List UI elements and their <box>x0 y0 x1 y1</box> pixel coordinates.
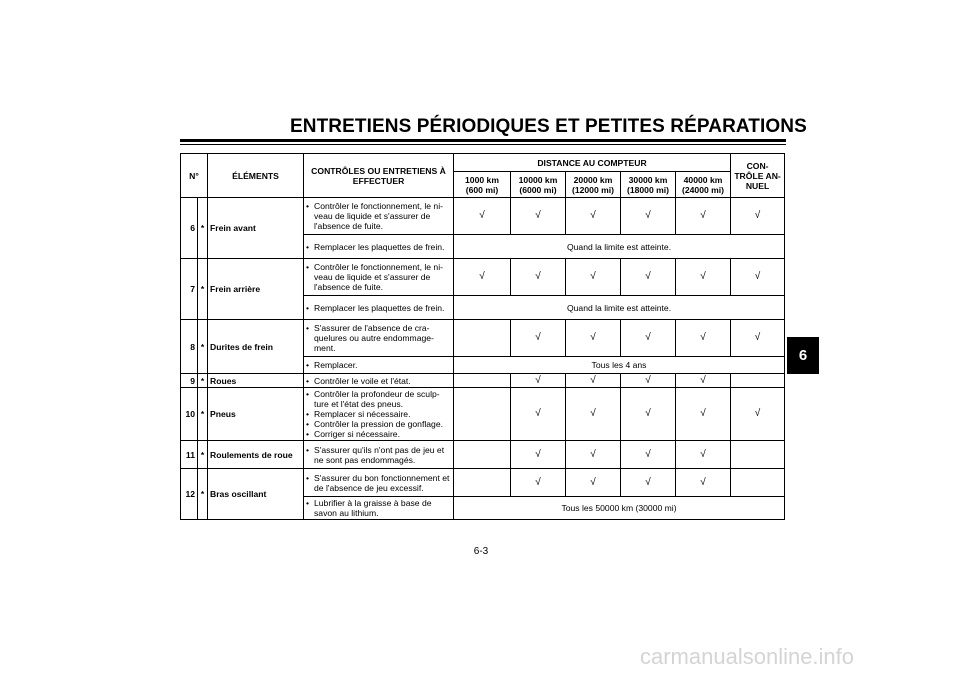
header-distance-5: 40000 km (24000 mi) <box>676 172 731 198</box>
interval-note: Quand la limite est atteinte. <box>454 296 785 320</box>
check-mark: √ <box>621 374 676 388</box>
check-mark: √ <box>621 469 676 497</box>
row-tasks <box>304 374 454 388</box>
row-tasks <box>304 357 454 374</box>
check-mark: √ <box>511 469 566 497</box>
task-item: • Contrôler la profondeur de sculp-ture et l'état des pneus. <box>306 389 451 409</box>
header-annual: CON-TRÔLE AN-NUEL <box>731 154 785 198</box>
task-item: • S'assurer qu'ils n'ont pas de jeu et ne sont pas endommagés. <box>306 445 451 465</box>
row-tasks <box>304 259 454 296</box>
check-mark: √ <box>676 388 731 441</box>
check-mark: √ <box>454 198 511 235</box>
row-number: 7 <box>181 259 198 320</box>
table-row <box>181 259 785 296</box>
row-tasks <box>304 198 454 235</box>
empty-cell <box>454 469 511 497</box>
title-rule-thin <box>180 144 786 145</box>
check-mark: √ <box>566 469 621 497</box>
table-row <box>181 441 785 469</box>
check-mark: √ <box>621 441 676 469</box>
row-number: 8 <box>181 320 198 374</box>
table-row <box>181 198 785 235</box>
interval-note: Tous les 4 ans <box>454 357 785 374</box>
header-controls: CONTRÔLES OU ENTRETIENS À EFFECTUER <box>304 154 454 198</box>
row-tasks <box>304 469 454 497</box>
table-row <box>181 320 785 357</box>
check-mark: √ <box>621 198 676 235</box>
check-mark: √ <box>731 320 785 357</box>
check-mark: √ <box>566 441 621 469</box>
header-distance-1: 1000 km (600 mi) <box>454 172 511 198</box>
row-asterisk: * <box>198 198 208 259</box>
check-mark: √ <box>621 388 676 441</box>
row-tasks <box>304 320 454 357</box>
header-distance-3: 20000 km (12000 mi) <box>566 172 621 198</box>
header-elements: ÉLÉMENTS <box>208 154 304 198</box>
empty-cell <box>454 374 511 388</box>
empty-cell <box>731 374 785 388</box>
row-tasks <box>304 441 454 469</box>
row-number: 11 <box>181 441 198 469</box>
row-asterisk: * <box>198 374 208 388</box>
table-row <box>181 388 785 441</box>
row-tasks <box>304 388 454 441</box>
task-item: • S'assurer du bon fonctionnement et de l'absence de jeu excessif. <box>306 473 451 493</box>
row-asterisk: * <box>198 259 208 320</box>
header-distance-2: 10000 km (6000 mi) <box>511 172 566 198</box>
check-mark: √ <box>566 388 621 441</box>
check-mark: √ <box>566 374 621 388</box>
check-mark: √ <box>676 198 731 235</box>
page-title: ENTRETIENS PÉRIODIQUES ET PETITES RÉPARATIONS <box>290 116 807 137</box>
interval-note: Quand la limite est atteinte. <box>454 235 785 259</box>
row-element: Roulements de roue <box>208 441 304 469</box>
table-body <box>181 198 785 520</box>
check-mark: √ <box>676 374 731 388</box>
task-item: • Lubrifier à la graisse à base de savon au lithium. <box>306 498 451 518</box>
check-mark: √ <box>454 259 511 296</box>
check-mark: √ <box>676 320 731 357</box>
task-item: • Contrôler le fonctionnement, le ni-veau de liquide et s'assurer de l'absence de fuite. <box>306 262 451 292</box>
chapter-tab[interactable]: 6 <box>787 337 819 374</box>
check-mark: √ <box>676 441 731 469</box>
check-mark: √ <box>511 320 566 357</box>
task-item: • Contrôler la pression de gonflage. <box>306 419 451 429</box>
task-item: • Remplacer. <box>306 360 451 370</box>
task-item: • Remplacer si nécessaire. <box>306 409 451 419</box>
page-number: 6-3 <box>473 546 489 557</box>
row-number: 12 <box>181 469 198 520</box>
check-mark: √ <box>566 259 621 296</box>
row-element: Frein arrière <box>208 259 304 320</box>
task-item: • Corriger si nécessaire. <box>306 429 451 439</box>
row-element: Roues <box>208 374 304 388</box>
row-number: 6 <box>181 198 198 259</box>
row-element: Bras oscillant <box>208 469 304 520</box>
check-mark: √ <box>511 198 566 235</box>
check-mark: √ <box>731 388 785 441</box>
table-row <box>181 374 785 388</box>
task-item: • Remplacer les plaquettes de frein. <box>306 303 451 313</box>
check-mark: √ <box>511 388 566 441</box>
row-number: 10 <box>181 388 198 441</box>
row-asterisk: * <box>198 388 208 441</box>
empty-cell <box>454 441 511 469</box>
watermark: carmanualsonline.info <box>640 644 855 669</box>
check-mark: √ <box>731 198 785 235</box>
task-item: • Remplacer les plaquettes de frein. <box>306 242 451 252</box>
title-rule-thick <box>180 139 786 142</box>
empty-cell <box>731 441 785 469</box>
header-distance-4: 30000 km (18000 mi) <box>621 172 676 198</box>
task-item: • Contrôler le fonctionnement, le ni-veau de liquide et s'assurer de l'absence de fuite. <box>306 201 451 231</box>
check-mark: √ <box>566 320 621 357</box>
header-distance: DISTANCE AU COMPTEUR <box>454 154 731 172</box>
interval-note: Tous les 50000 km (30000 mi) <box>454 497 785 520</box>
check-mark: √ <box>566 198 621 235</box>
task-item: • S'assurer de l'absence de cra-quelures ou autre endommage-ment. <box>306 323 451 353</box>
row-asterisk: * <box>198 469 208 520</box>
empty-cell <box>454 388 511 441</box>
check-mark: √ <box>731 259 785 296</box>
check-mark: √ <box>676 469 731 497</box>
maintenance-table <box>180 153 785 520</box>
row-element: Frein avant <box>208 198 304 259</box>
empty-cell <box>454 320 511 357</box>
check-mark: √ <box>511 441 566 469</box>
empty-cell <box>731 469 785 497</box>
check-mark: √ <box>621 259 676 296</box>
table-row <box>181 469 785 497</box>
row-element: Pneus <box>208 388 304 441</box>
row-tasks <box>304 296 454 320</box>
row-tasks <box>304 235 454 259</box>
header-no: N° <box>181 154 208 198</box>
row-tasks <box>304 497 454 520</box>
check-mark: √ <box>511 259 566 296</box>
check-mark: √ <box>676 259 731 296</box>
check-mark: √ <box>511 374 566 388</box>
row-number: 9 <box>181 374 198 388</box>
row-asterisk: * <box>198 320 208 374</box>
row-element: Durites de frein <box>208 320 304 374</box>
check-mark: √ <box>621 320 676 357</box>
row-asterisk: * <box>198 441 208 469</box>
task-item: • Contrôler le voile et l'état. <box>306 376 451 386</box>
